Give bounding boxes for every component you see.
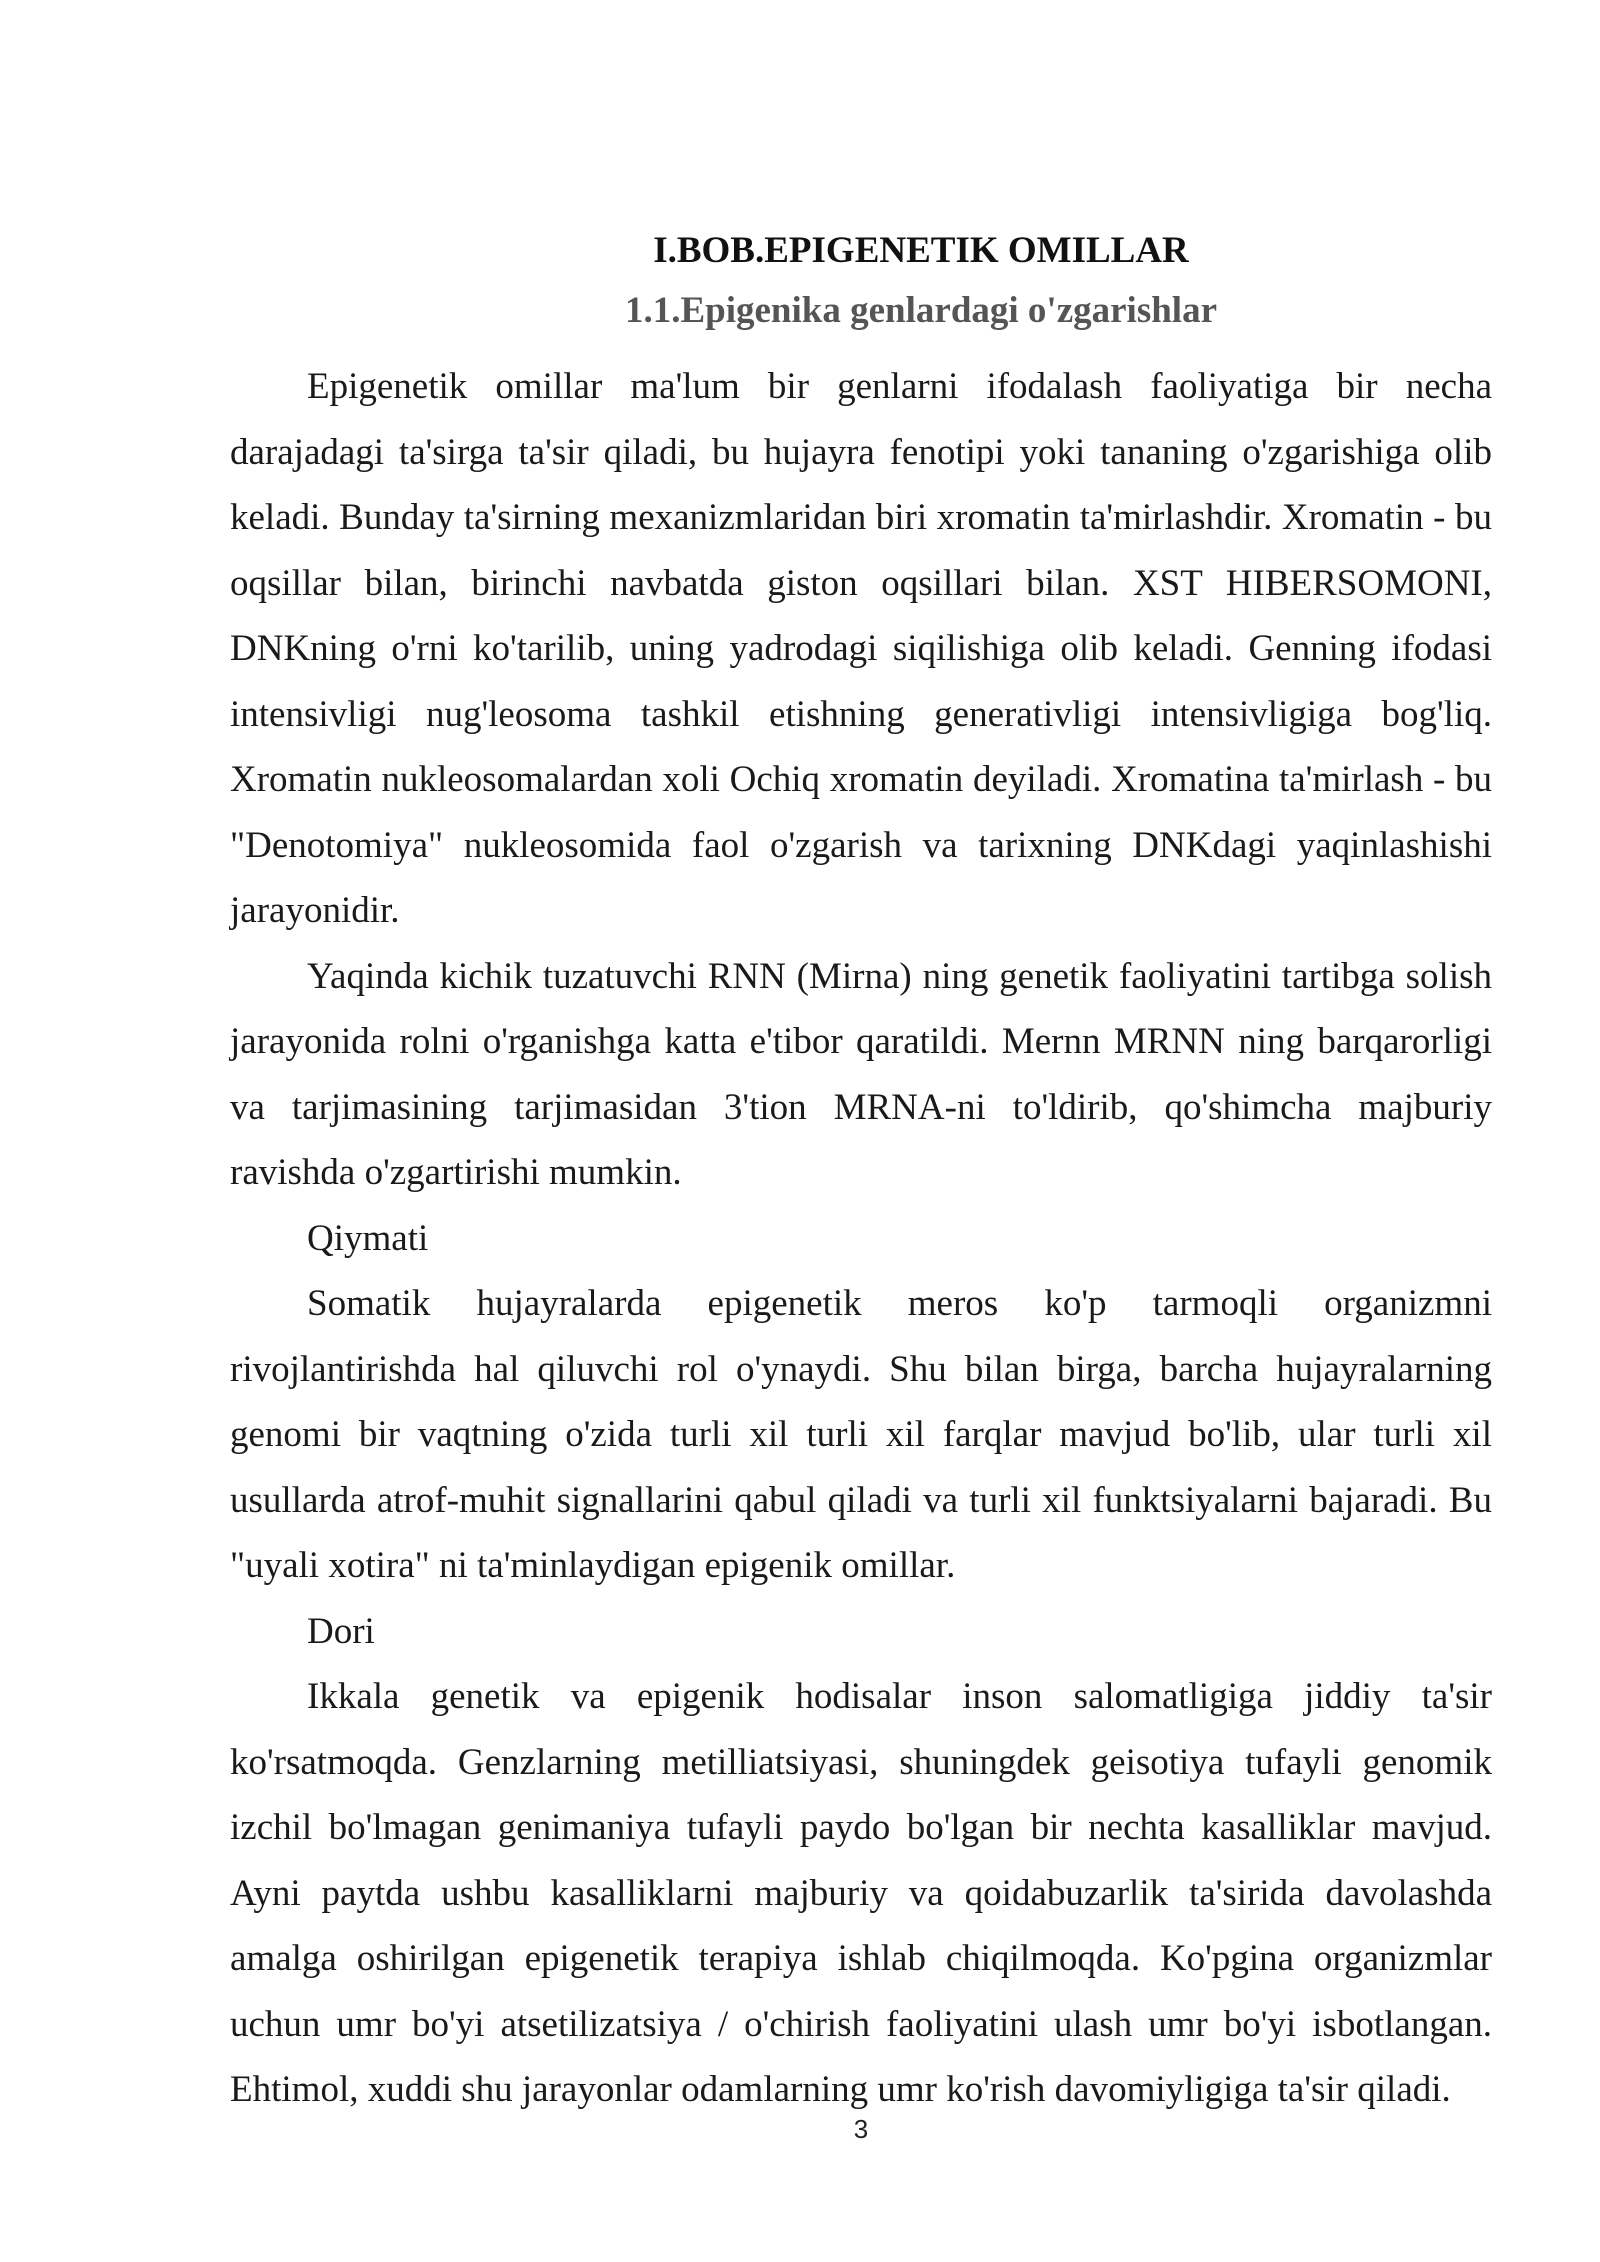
paragraph-mirna: Yaqinda kichik tuzatuvchi RNN (Mirna) ning genetik faoliyatini tartibga solish jarayonida rolni o'rganishga katta e'tibor qaratildi. Mernn MRNN ning barqarorligi va tarjimasining tarjimasidan 3'tion MRNA-ni to'ldirib, qo'shimcha majburiy ravishda o'zgartirishi mumkin.: [230, 955, 1492, 1193]
page-number: 3: [853, 2114, 869, 2144]
chapter-title: I.BOB.EPIGENETIK OMILLAR: [653, 230, 1189, 271]
subheading-dori: Dori: [307, 1610, 375, 1652]
paragraph-chromatin: Epigenetik omillar ma'lum bir genlarni ifodalash faoliyatiga bir necha darajadagi ta'sirga ta'sir qiladi, bu hujayra fenotipi yoki tananing o'zgarishiga olib keladi. Bunday ta'sirning mexanizmlaridan biri xromatin ta'mirlashdir. Xromatin - bu oqsillar bilan, birinchi navbatda giston oqsillari bilan. XST HIBERSOMONI, DNKning o'rni ko'tarilib, uning yadrodagi siqilishiga olib keladi. Genning ifodasi intensivligi nug'leosoma tashkil etishning generativligi intensivligiga bog'liq. Xromatin nukleosomalardan xoli Ochiq xromatin deyiladi. Xromatina ta'mirlash - bu "Denotomiya" nukleosomida faol o'zgarish va tarixning DNKdagi yaqinlashishi jarayonidir.: [230, 366, 1492, 931]
subheading-qiymati: Qiymati: [307, 1217, 429, 1259]
paragraph-somatic-inheritance: Somatik hujayralarda epigenetik meros ko'p tarmoqli organizmni rivojlantirishda hal qiluvchi rol o'ynaydi. Shu bilan birga, barcha hujayralarning genomi bir vaqtning o'zida turli xil turli xil farqlar mavjud bo'lib, ular turli xil usullarda atrof-muhit signallarini qabul qiladi va turli xil funktsiyalarni bajaradi. Bu "uyali xotira" ni ta'minlaydigan epigenik omillar.: [230, 1283, 1492, 1586]
section-title: 1.1.Epigenika genlardagi o'zgarishlar: [624, 290, 1218, 331]
paragraph-medicine: Ikkala genetik va epigenik hodisalar inson salomatligiga jiddiy ta'sir ko'rsatmoqda. Genzlarning metilliatsiyasi, shuningdek geisotiya tufayli genomik izchil bo'lmagan genimaniya tufayli paydo bo'lgan bir nechta kasalliklar mavjud. Ayni paytda ushbu kasalliklarni majburiy va qoidabuzarlik ta'sirida davolashda amalga oshirilgan epigenetik terapiya ishlab chiqilmoqda. Ko'pgina organizmlar uchun umr bo'yi atsetilizatsiya / o'chirish faoliyatini ulash umr bo'yi isbotlangan. Ehtimol, xuddi shu jarayonlar odamlarning umr ko'rish davomiyligiga ta'sir qiladi.: [230, 1676, 1492, 2110]
page-content: [230, 228, 1492, 2123]
